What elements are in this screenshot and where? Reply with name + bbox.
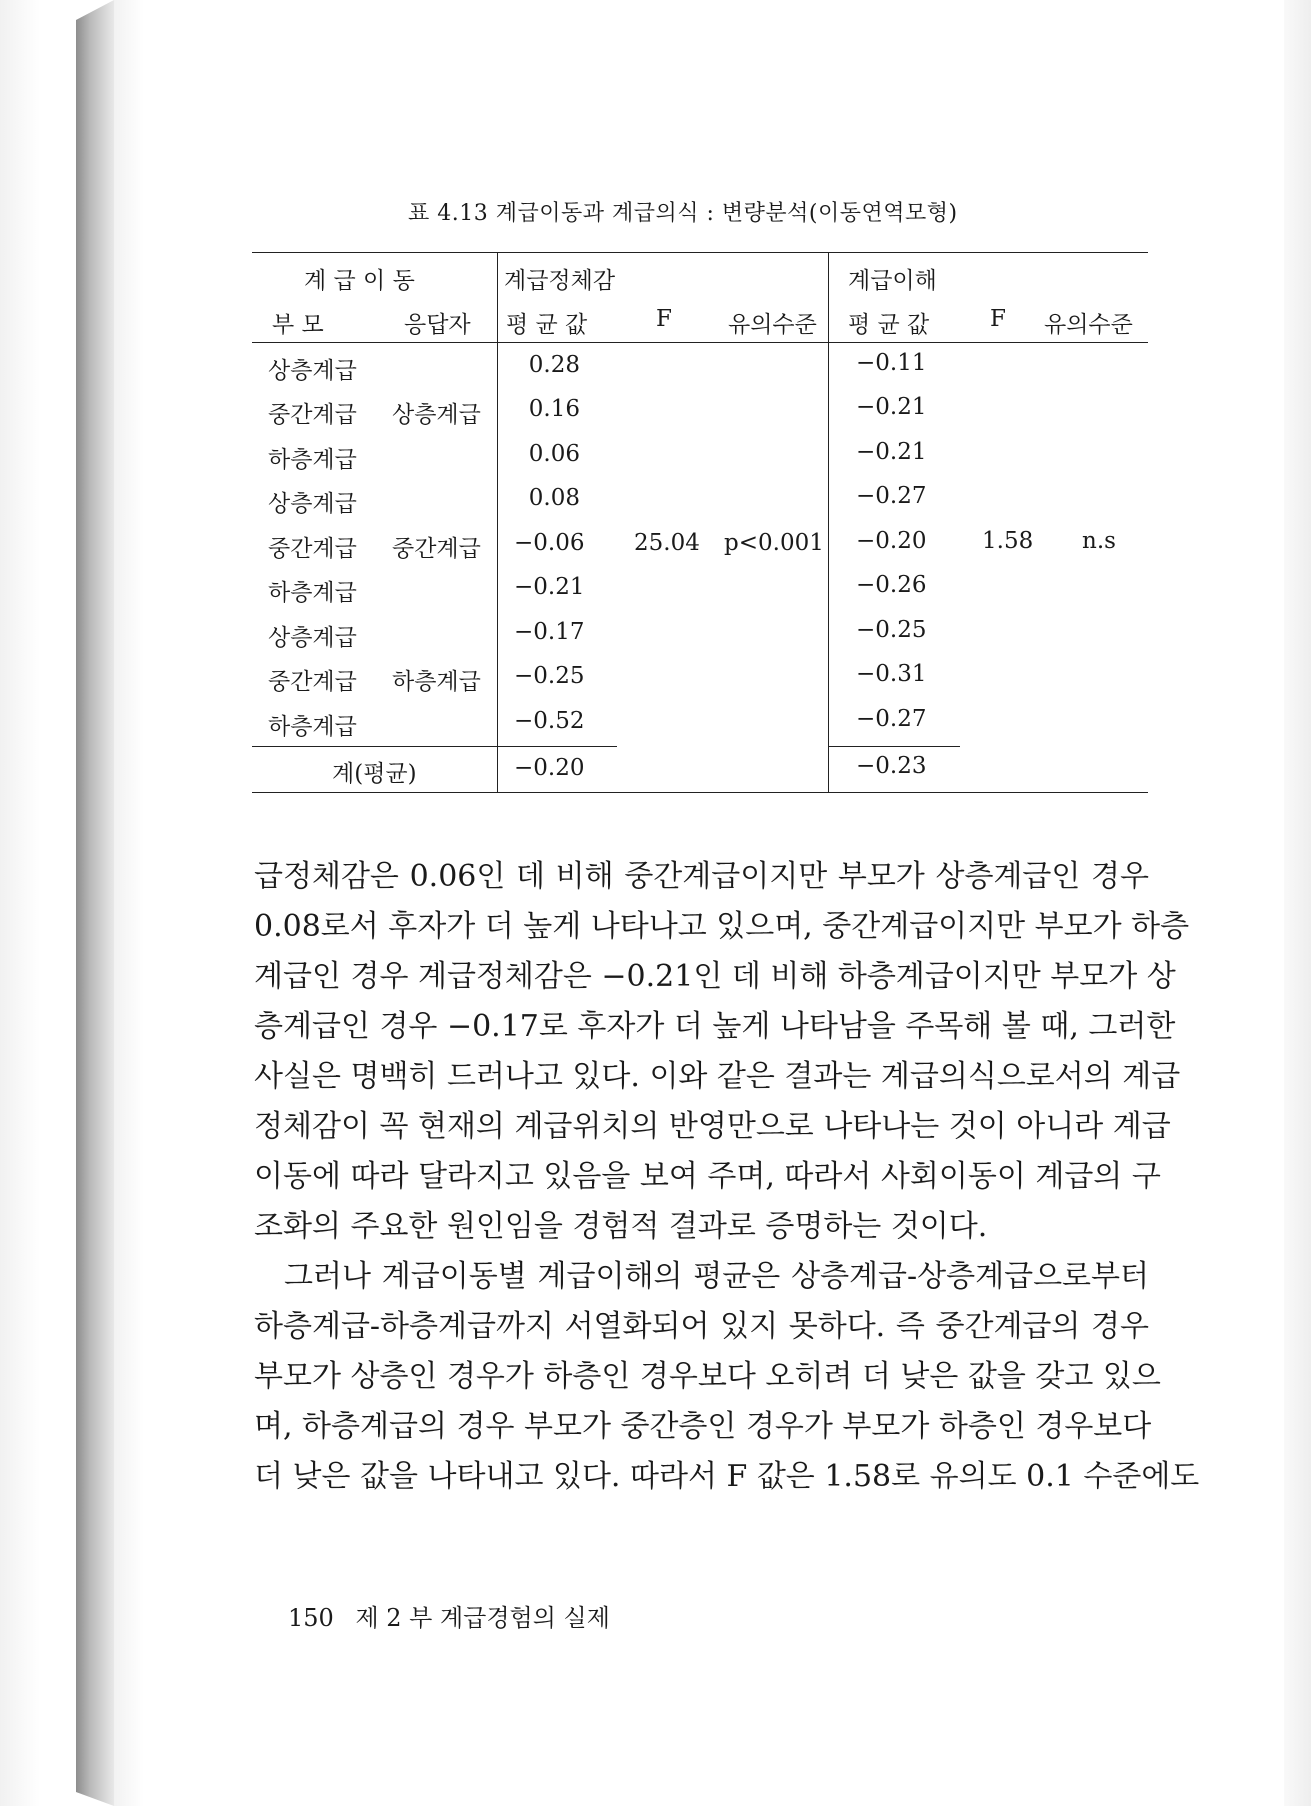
identity-significance: p<0.001 [724, 530, 824, 556]
paragraph-line: 조화의 주요한 원인임을 경험적 결과로 증명하는 것이다. [254, 1209, 988, 1244]
paragraph-line: 층계급인 경우 −0.17로 후자가 더 높게 나타남을 주목해 볼 때, 그러한 [254, 1009, 1176, 1044]
paragraph-line: 사실은 명백히 드러나고 있다. 이와 같은 결과는 계급의식으로서의 계급 [254, 1059, 1181, 1094]
paragraph-line: 그러나 계급이동별 계급이해의 평균은 상층계급-상층계급으로부터 [284, 1259, 1149, 1294]
total-label: 계(평균) [332, 761, 417, 787]
header-understanding-sig: 유의수준 [1044, 312, 1133, 338]
row-2-identity-mean: 0.16 [528, 396, 580, 422]
row-5-respondent: 중간계급 [392, 536, 481, 562]
paragraph-line: 정체감이 꼭 현재의 계급위치의 반영만으로 나타나는 것이 아니라 계급 [254, 1109, 1171, 1144]
row-3-parent: 하층계급 [268, 447, 357, 473]
header-understanding-group: 계급이해 [848, 268, 937, 294]
row-4-identity-mean: 0.08 [528, 485, 580, 511]
row-4-parent: 상층계급 [268, 491, 357, 517]
row-5-parent: 중간계급 [268, 536, 357, 562]
total-understanding-mean: −0.23 [856, 753, 927, 779]
row-6-identity-mean: −0.21 [514, 574, 585, 600]
table-header-rule [252, 342, 1148, 343]
header-parent: 부 모 [272, 312, 324, 338]
row-2-respondent: 상층계급 [392, 402, 481, 428]
row-8-respondent: 하층계급 [392, 669, 481, 695]
row-6-parent: 하층계급 [268, 580, 357, 606]
row-6-understanding-mean: −0.26 [856, 572, 927, 598]
row-1-understanding-mean: −0.11 [856, 350, 927, 376]
page-number: 150 [288, 1604, 334, 1632]
table-top-rule [252, 252, 1148, 253]
paragraph-line: 하층계급-하층계급까지 서열화되어 있지 못하다. 즉 중간계급의 경우 [254, 1309, 1149, 1344]
row-9-parent: 하층계급 [268, 714, 357, 740]
row-7-identity-mean: −0.17 [514, 619, 585, 645]
row-1-parent: 상층계급 [268, 358, 357, 384]
row-9-identity-mean: −0.52 [514, 708, 585, 734]
total-identity-mean: −0.20 [514, 755, 585, 781]
row-2-understanding-mean: −0.21 [856, 394, 927, 420]
body-paragraphs [254, 852, 1200, 1502]
row-5-identity-mean: −0.06 [514, 530, 585, 556]
header-identity-sig: 유의수준 [728, 312, 817, 338]
header-identity-mean: 평 균 값 [506, 312, 588, 338]
paragraph-line: 더 낮은 값을 나타내고 있다. 따라서 F 값은 1.58로 유의도 0.1 수준에도 [254, 1459, 1200, 1494]
header-identity-f: F [656, 306, 672, 332]
header-understanding-mean: 평 균 값 [848, 312, 930, 338]
paragraph-line: 0.08로서 후자가 더 높게 나타나고 있으며, 중간계급이지만 부모가 하층 [254, 909, 1190, 944]
header-understanding-f: F [990, 306, 1006, 332]
row-7-parent: 상층계급 [268, 625, 357, 651]
paragraph-line: 이동에 따라 달라지고 있음을 보여 주며, 따라서 사회이동이 계급의 구 [254, 1159, 1161, 1194]
paragraph-line: 부모가 상층인 경우가 하층인 경우보다 오히려 더 낮은 값을 갖고 있으 [254, 1359, 1161, 1394]
row-8-parent: 중간계급 [268, 669, 357, 695]
row-4-understanding-mean: −0.27 [856, 483, 927, 509]
table-caption: 표 4.13 계급이동과 계급의식 : 변량분석(이동연역모형) [408, 201, 958, 226]
header-mobility: 계 급 이 동 [304, 268, 415, 294]
row-8-understanding-mean: −0.31 [856, 661, 927, 687]
understanding-significance: n.s [1082, 528, 1116, 554]
row-3-understanding-mean: −0.21 [856, 439, 927, 465]
page-gutter-shade [114, 0, 144, 1806]
header-respondent: 응답자 [404, 312, 471, 338]
row-2-parent: 중간계급 [268, 402, 357, 428]
row-7-understanding-mean: −0.25 [856, 617, 927, 643]
page-footer [288, 1598, 610, 1633]
book-spine [76, 0, 114, 1806]
total-rule-right [828, 746, 960, 747]
identity-f-value: 25.04 [634, 530, 700, 556]
row-8-identity-mean: −0.25 [514, 663, 585, 689]
row-5-understanding-mean: −0.20 [856, 528, 927, 554]
paragraph-line: 계급인 경우 계급정체감은 −0.21인 데 비해 하층계급이지만 부모가 상 [254, 959, 1176, 994]
row-1-identity-mean: 0.28 [528, 352, 580, 378]
table-divider-right [828, 252, 829, 792]
understanding-f-value: 1.58 [982, 528, 1034, 554]
running-footer-section: 제 2 부 계급경험의 실제 [355, 1604, 610, 1632]
paragraph-line: 급정체감은 0.06인 데 비해 중간계급이지만 부모가 상층계급인 경우 [254, 859, 1149, 894]
row-3-identity-mean: 0.06 [528, 441, 580, 467]
header-identity-group: 계급정체감 [504, 268, 616, 294]
table-bottom-rule [252, 792, 1148, 793]
row-9-understanding-mean: −0.27 [856, 706, 927, 732]
paragraph-line: 며, 하층계급의 경우 부모가 중간층인 경우가 부모가 하층인 경우보다 [254, 1409, 1152, 1444]
total-rule-left [252, 746, 617, 747]
table-divider-left [497, 252, 498, 792]
